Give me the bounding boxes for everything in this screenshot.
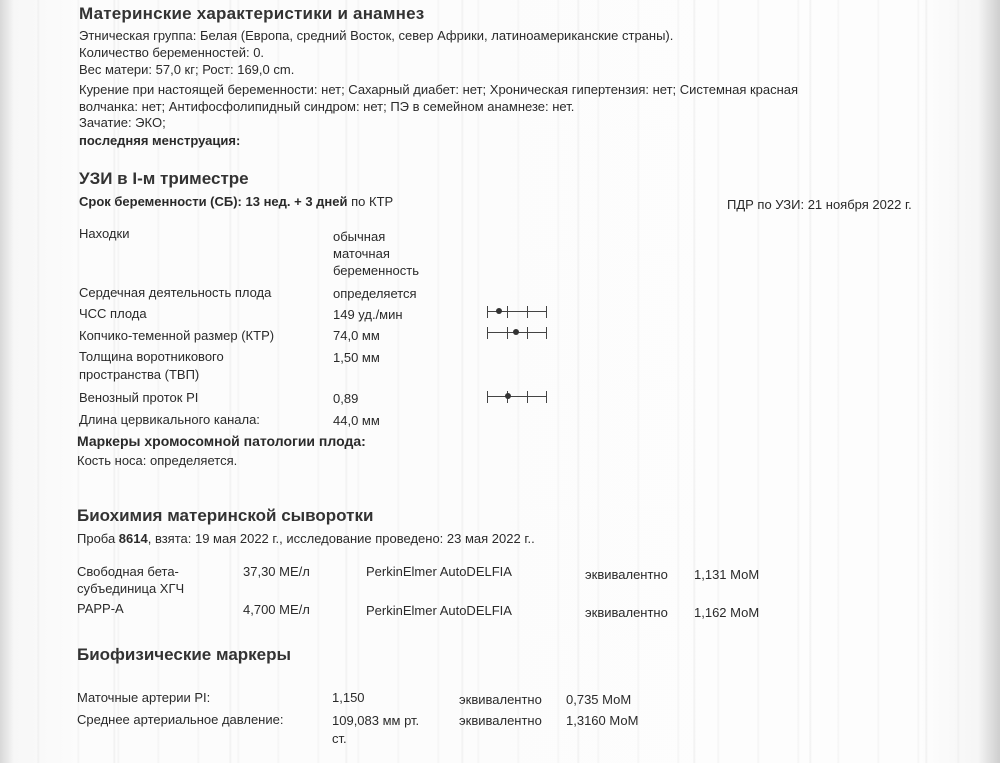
findings-value-line1: обычная (333, 229, 386, 244)
fetal-heart-rate-value: 149 уд./мин (333, 307, 403, 322)
hcg-mom: 1,131 МоМ (694, 567, 760, 582)
range-tick-min (487, 327, 488, 339)
weight-height-text: Вес матери: 57,0 кг; Рост: 169,0 cm. (79, 62, 295, 77)
range-line (487, 396, 547, 397)
pappa-label: PAPP-A (77, 601, 124, 616)
cervical-length-label: Длина цервикального канала: (79, 412, 260, 427)
gestational-age-value: Срок беременности (СБ): 13 нед. + 3 дней (79, 194, 348, 209)
pappa-device: PerkinElmer AutoDELFIA (366, 603, 512, 618)
hcg-label-line1: Свободная бета- (77, 564, 179, 579)
ductus-venosus-label: Венозный проток PI (79, 390, 199, 405)
last-period-label: последняя менструация: (79, 133, 241, 148)
fetal-heart-activity-label: Сердечная деятельность плода (79, 285, 272, 300)
nt-label-line1: Толщина воротникового (79, 349, 224, 364)
sample-details: , взята: 19 мая 2022 г., исследование проведено: 23 мая 2022 г.. (147, 531, 535, 546)
range-value-dot (505, 393, 511, 399)
range-tick-max (546, 391, 547, 403)
biophys-section-title: Биофизические маркеры (77, 645, 292, 664)
page-shadow-right (978, 0, 1000, 763)
ethnicity-text: Этническая группа: Белая (Европа, средний Восток, север Африки, латиноамериканские страны). (79, 28, 674, 43)
uterine-pi-label: Маточные артерии PI: (77, 690, 211, 705)
range-tick-max (546, 306, 547, 318)
crl-label: Копчико-теменной размер (КТР) (79, 328, 275, 343)
findings-label: Находки (79, 226, 130, 241)
nasal-bone-text: Кость носа: определяется. (77, 453, 238, 468)
pappa-value: 4,700 МЕ/л (243, 602, 310, 617)
range-tick-min (487, 391, 488, 403)
gestational-age-method: по КТР (347, 194, 394, 209)
uterine-pi-mom: 0,735 МоМ (566, 692, 632, 707)
map-value-line1: 109,083 мм рт. (332, 713, 420, 728)
range-tick-max (546, 327, 547, 339)
map-equiv-label: эквивалентно (459, 713, 542, 728)
due-date-text: ПДР по УЗИ: 21 ноября 2022 г. (727, 197, 912, 212)
cervical-length-value: 44,0 мм (333, 413, 380, 428)
ductus-venosus-range-marker (487, 390, 547, 404)
hcg-label-line2: субъединица ХГЧ (77, 581, 185, 596)
range-value-dot (513, 329, 519, 335)
uterine-pi-value: 1,150 (332, 690, 365, 705)
ductus-venosus-value: 0,89 (333, 391, 359, 406)
hcg-device: PerkinElmer AutoDELFIA (366, 564, 512, 579)
map-label: Среднее артериальное давление: (77, 712, 284, 727)
fetal-heart-activity-value: определяется (333, 286, 417, 301)
range-tick-high (527, 306, 528, 318)
sample-prefix: Проба (77, 531, 119, 546)
hcg-value: 37,30 МЕ/л (243, 564, 310, 579)
pappa-equiv-label: эквивалентно (585, 605, 668, 620)
range-tick-low (507, 306, 508, 318)
history-text-line1: Курение при настоящей беременности: нет; Сахарный диабет: нет; Хроническая гипертензия: нет; Системная красная (79, 82, 799, 97)
findings-value-line3: беременность (333, 263, 419, 278)
crl-value: 74,0 мм (333, 328, 380, 343)
findings-value-line2: маточная (333, 246, 390, 261)
range-tick-min (487, 306, 488, 318)
page-shadow-left (0, 0, 14, 763)
fetal-heart-rate-range-marker (487, 305, 547, 319)
sample-id: 8614 (118, 531, 148, 546)
sample-info-text (77, 531, 535, 547)
pappa-mom: 1,162 МоМ (694, 605, 760, 620)
conception-text: Зачатие: ЭКО; (79, 115, 166, 130)
crl-range-marker (487, 326, 547, 340)
uterine-pi-equiv-label: эквивалентно (459, 692, 542, 707)
history-text-line2: волчанка: нет; Антифосфолипидный синдром: нет; ПЭ в семейном анамнезе: нет. (79, 99, 575, 114)
range-tick-low (507, 327, 508, 339)
map-mom: 1,3160 МоМ (566, 713, 639, 728)
nt-label-line2: пространства (ТВП) (79, 367, 200, 382)
ultrasound-section-title: УЗИ в I-м триместре (79, 169, 249, 188)
maternal-section-title: Материнские характеристики и анамнез (79, 4, 425, 23)
gestational-age-text (79, 194, 393, 210)
map-value-line2: ст. (332, 731, 347, 746)
pregnancies-text: Количество беременностей: 0. (79, 45, 265, 60)
range-tick-high (527, 391, 528, 403)
nt-value: 1,50 мм (333, 350, 380, 365)
hcg-equiv-label: эквивалентно (585, 567, 668, 582)
biochem-section-title: Биохимия материнской сыворотки (77, 506, 374, 525)
chromosomal-markers-title: Маркеры хромосомной патологии плода: (77, 433, 366, 449)
range-tick-high (527, 327, 528, 339)
range-value-dot (496, 308, 502, 314)
fetal-heart-rate-label: ЧСС плода (79, 306, 147, 321)
